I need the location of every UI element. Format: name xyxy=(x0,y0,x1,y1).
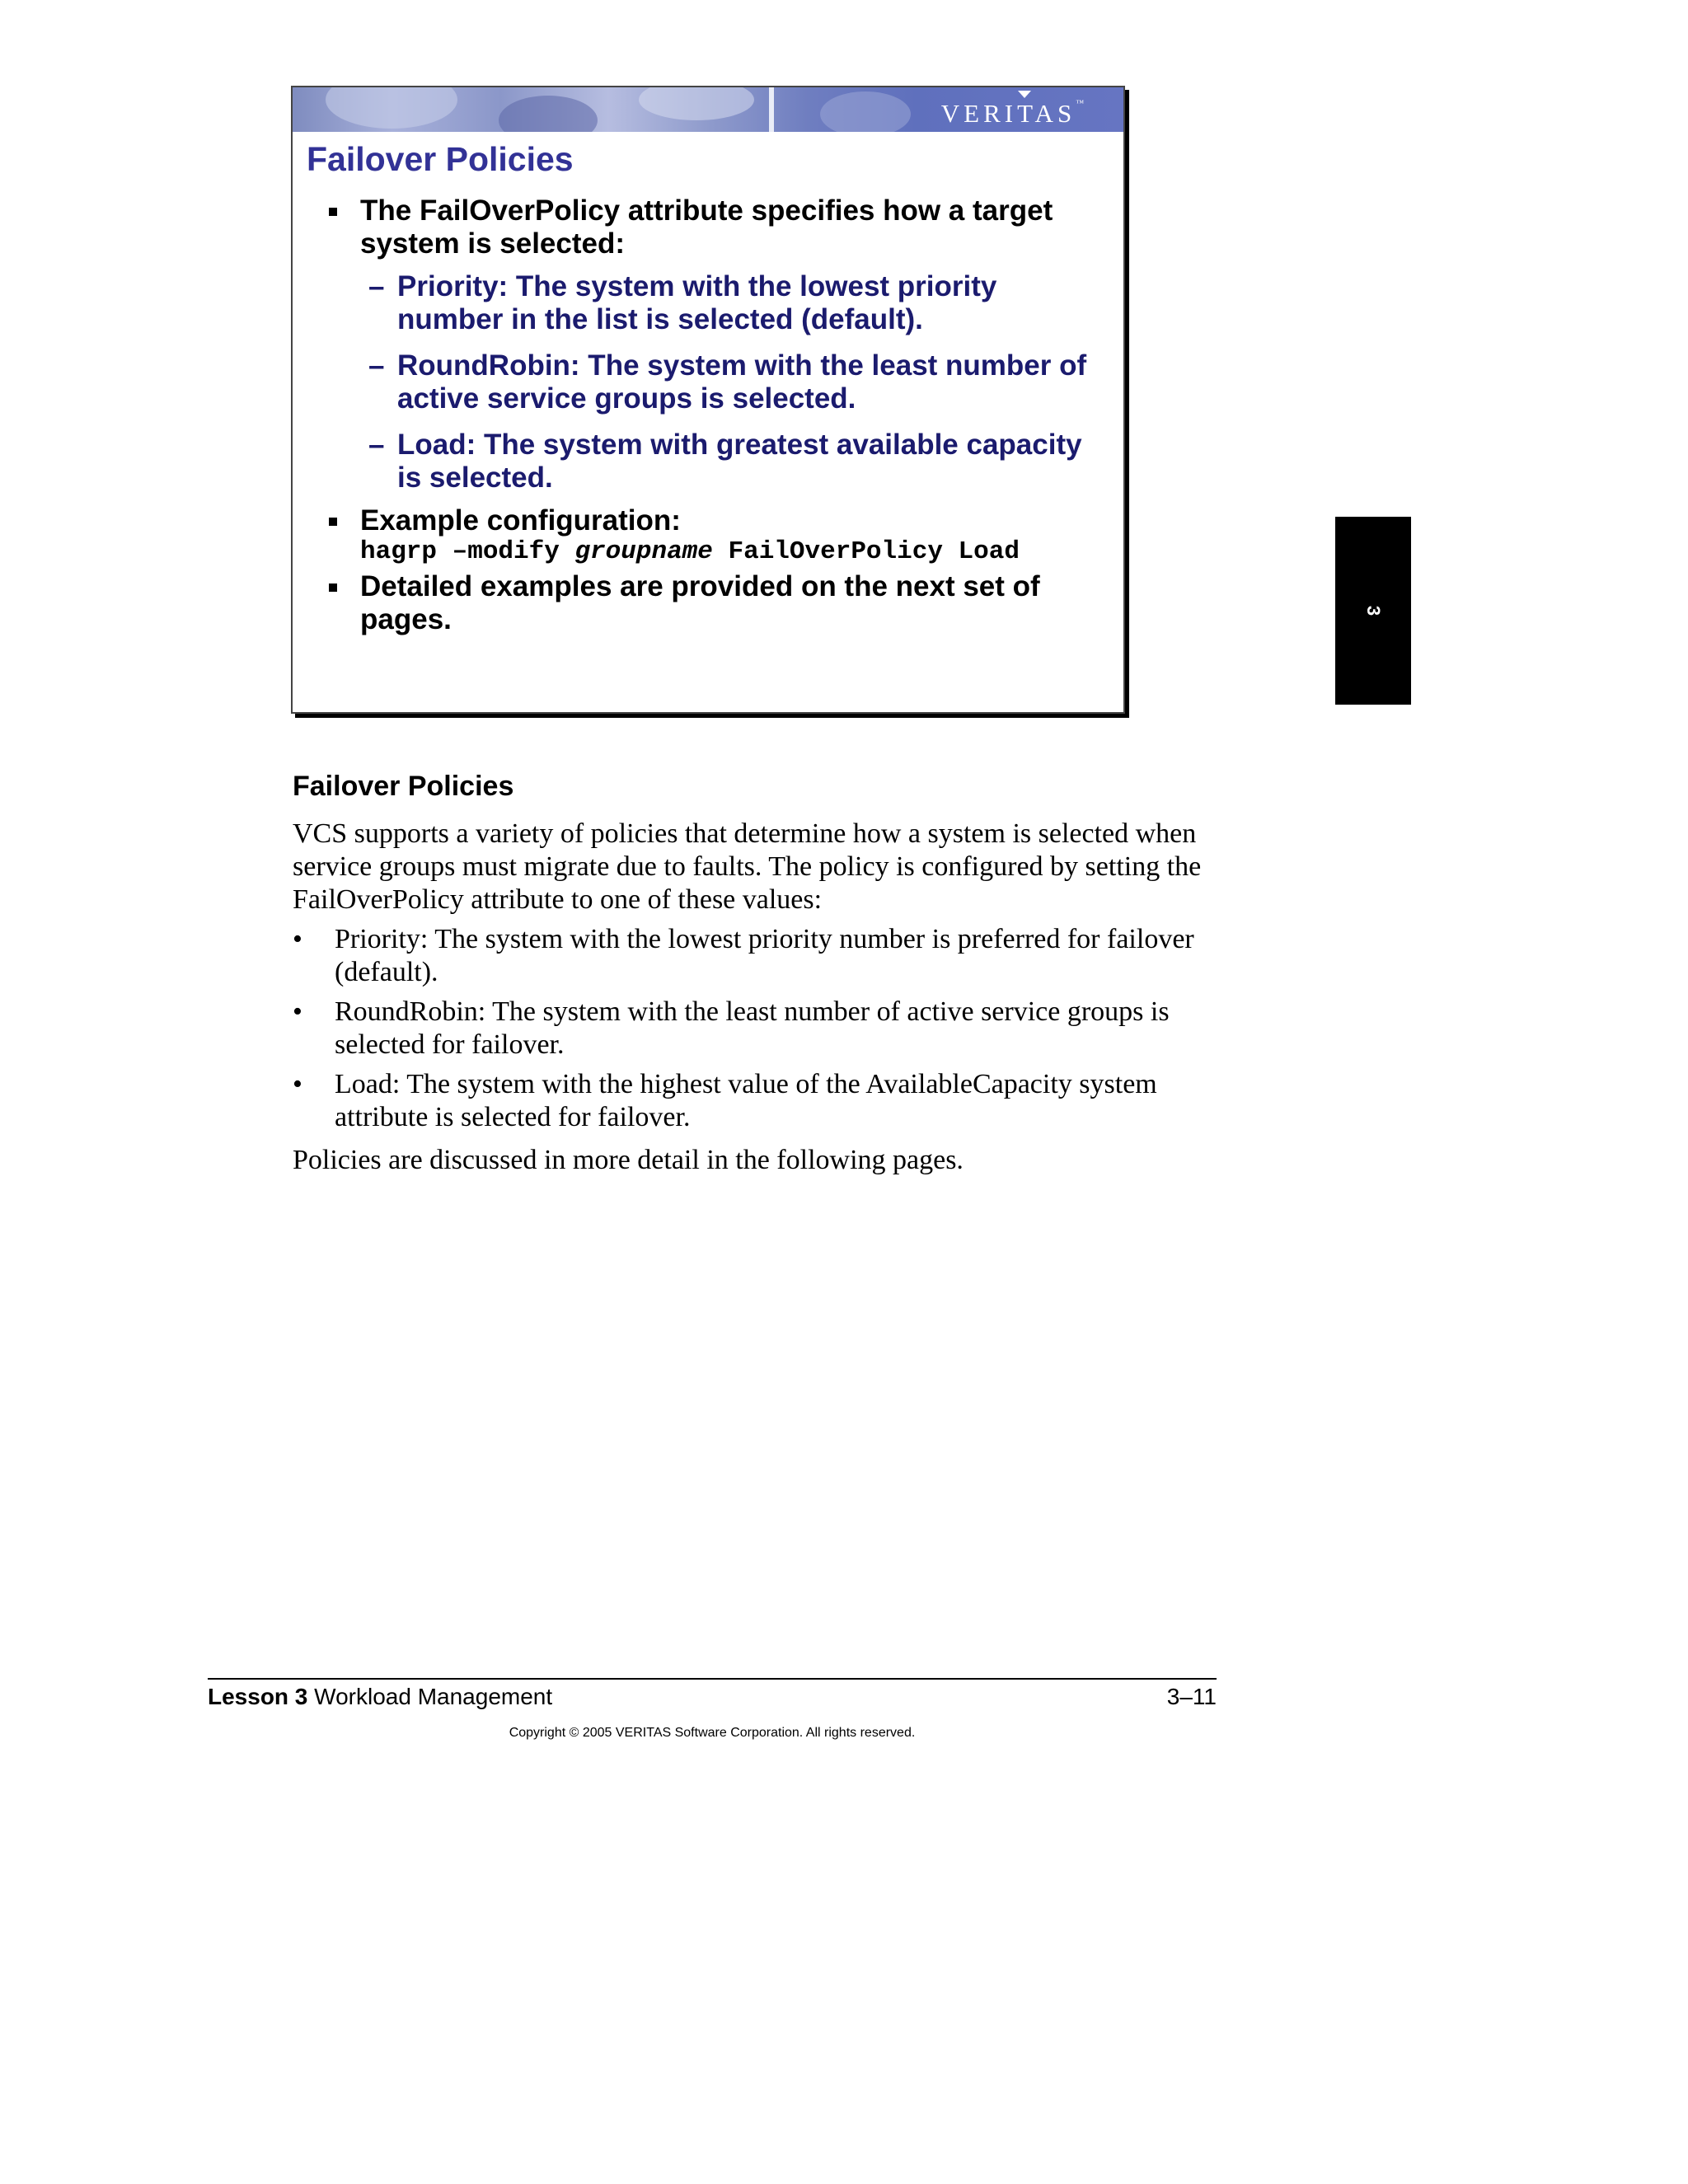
slide-image xyxy=(291,86,1125,714)
slide-bullet: The FailOverPolicy attribute specifies how a target system is selected: xyxy=(327,194,1102,260)
slide-title: Failover Policies xyxy=(307,140,574,178)
page-number: 3–11 xyxy=(1166,1684,1217,1709)
notes-closing: Policies are discussed in more detail in the following pages. xyxy=(293,1145,964,1175)
notes-list xyxy=(293,923,1216,1134)
list-item: • RoundRobin: The system with the least number of active service groups is selected for failover. xyxy=(293,996,1170,1060)
slide-bullet: Example configuration: xyxy=(327,504,1102,537)
slide-banner xyxy=(293,87,1123,132)
square-bullet-icon xyxy=(329,583,337,592)
square-bullet-icon xyxy=(329,518,337,526)
notes-section xyxy=(293,770,1216,1177)
chapter-tab: 3 xyxy=(1335,517,1411,705)
footer-lesson: Lesson 3 Workload Management xyxy=(208,1684,553,1709)
notes-intro: VCS supports a variety of policies that determine how a system is selected when service groups must migrate due to faults. The policy is configured by setting the FailOverPolicy attribute to one of these values: xyxy=(293,818,1202,915)
bullet-dot-icon: • xyxy=(293,924,302,954)
bullet-dot-icon: • xyxy=(293,996,302,1027)
veritas-logo-mark-icon xyxy=(1018,91,1031,98)
slide-subitem: – Load: The system with greatest available capacity is selected. xyxy=(368,429,1082,494)
slide-subitem: – RoundRobin: The system with the least number of active service groups is selected. xyxy=(368,349,1087,415)
list-item: • Load: The system with the highest value of the AvailableCapacity system attribute is selected for failover. xyxy=(293,1069,1157,1132)
slide-bullet: Detailed examples are provided on the next set of pages. xyxy=(327,570,1102,636)
notes-title: Failover Policies xyxy=(293,771,514,802)
slide-body xyxy=(327,194,1102,636)
footer-rule xyxy=(208,1678,1217,1680)
copyright-notice: Copyright © 2005 VERITAS Software Corporation. All rights reserved. xyxy=(509,1726,916,1740)
square-bullet-icon xyxy=(329,208,337,216)
veritas-logo: VERITAS™ xyxy=(940,99,1084,128)
list-item: • Priority: The system with the lowest priority number is preferred for failover (default). xyxy=(293,924,1194,987)
bullet-dot-icon: • xyxy=(293,1069,302,1099)
example-command: hagrp –modify groupname FailOverPolicy Load xyxy=(360,537,1020,566)
banner-divider xyxy=(769,87,774,132)
slide-subitem: – Priority: The system with the lowest priority number in the list is selected (default). xyxy=(368,270,997,335)
